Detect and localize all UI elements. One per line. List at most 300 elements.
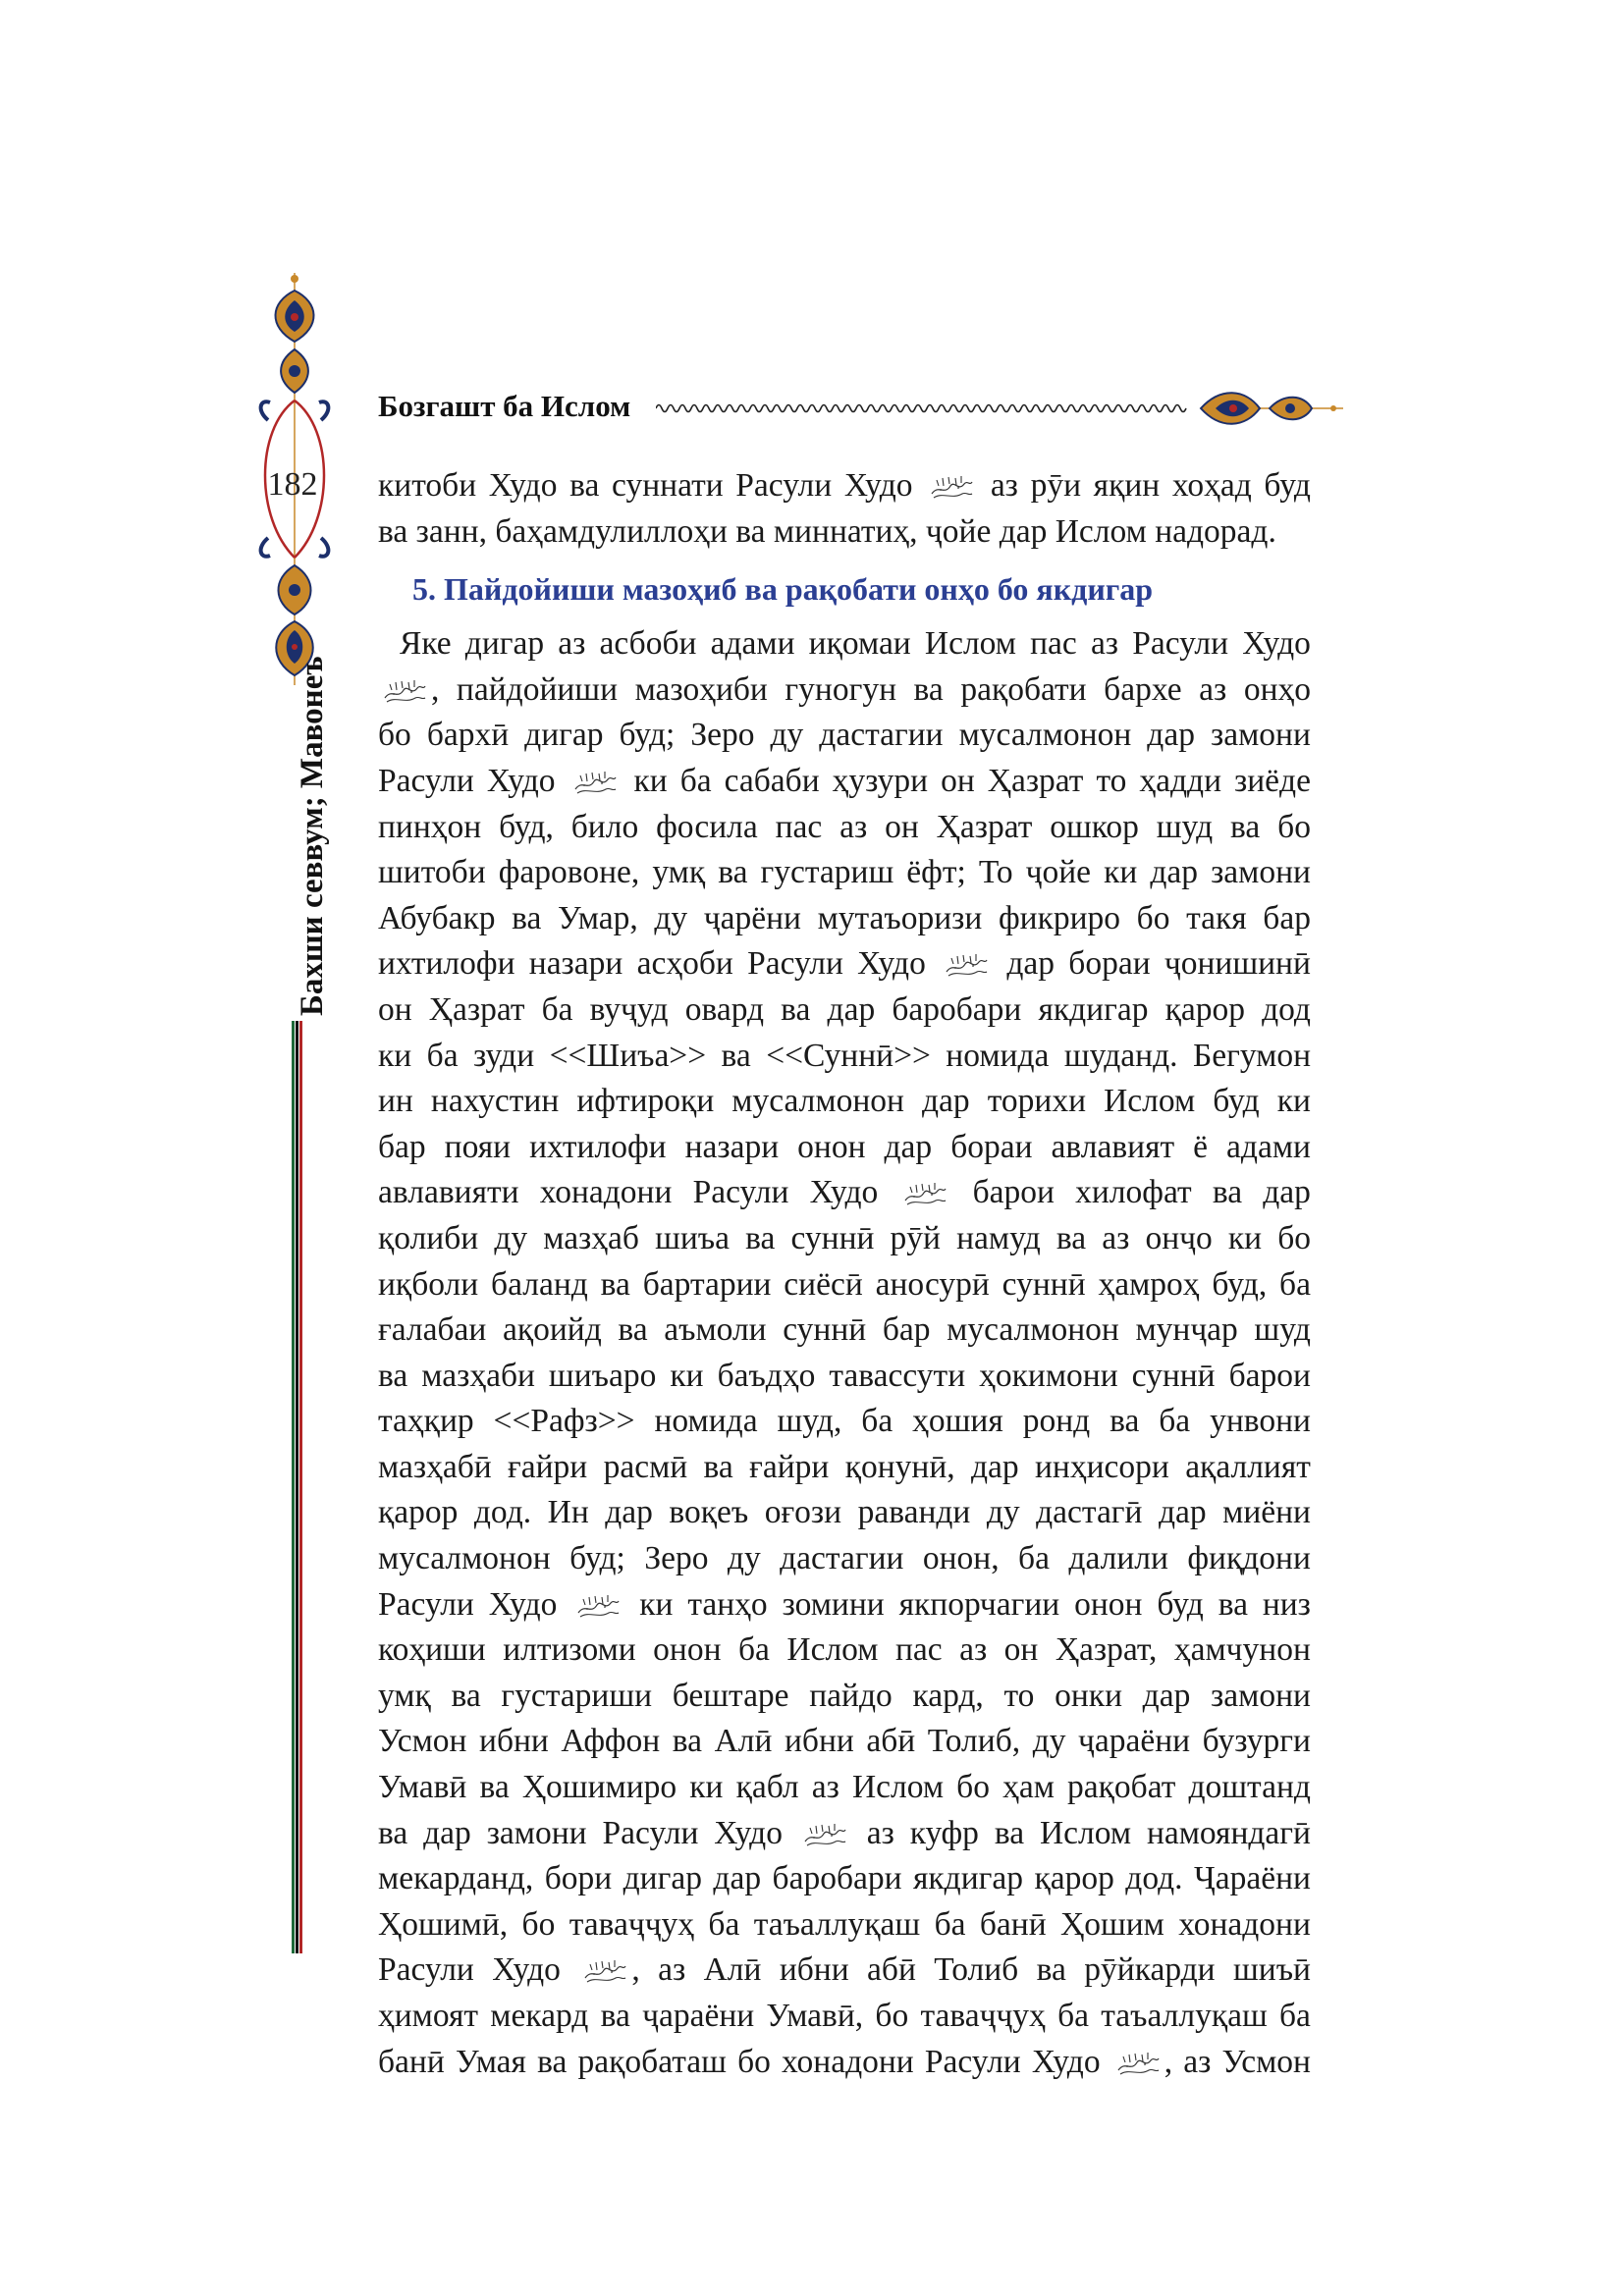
word: Бегумон <box>1192 1037 1311 1074</box>
word: дар <box>970 1448 1019 1485</box>
word: ки <box>633 762 668 799</box>
word: Расули <box>378 1585 474 1623</box>
word: бартарии <box>642 1265 772 1303</box>
word: рақобат <box>1067 1769 1176 1806</box>
text-line <box>378 1674 1311 1720</box>
word: дар <box>423 1814 471 1851</box>
word: суннӣ <box>790 1219 875 1256</box>
word: Худо <box>714 1814 783 1851</box>
word: аз <box>1102 1219 1130 1256</box>
word: мазҳаб <box>543 1219 639 1256</box>
word: Худо <box>486 762 556 799</box>
word: онон, <box>922 1540 1000 1577</box>
word: то <box>1096 762 1127 799</box>
word: Худо <box>809 1174 879 1211</box>
word: ҷараёни <box>1078 1723 1191 1760</box>
word: ҳадди <box>1139 762 1222 799</box>
honorific-calligraphy-icon <box>902 1179 947 1208</box>
header-ornament <box>656 381 1343 436</box>
word: таъаллуқаш <box>1101 1998 1268 2034</box>
word: Ҳошим <box>1060 1905 1164 1943</box>
word: адами <box>1226 1128 1311 1165</box>
word: ва <box>745 1219 776 1256</box>
word: буд; <box>619 717 676 754</box>
word: шуд, <box>777 1403 842 1440</box>
honorific-group: , <box>1111 2040 1172 2086</box>
section-vertical-title: Бахши севвум; Мавонеъ <box>295 656 330 1016</box>
word: зомини <box>782 1585 885 1623</box>
word: аз <box>866 1814 894 1851</box>
word: бузурги <box>1202 1723 1311 1760</box>
honorific-group <box>898 1170 951 1216</box>
word: ва <box>600 1265 630 1303</box>
word: пайдо <box>809 1677 893 1714</box>
text-line <box>378 805 1311 851</box>
word: Алӣ <box>703 1951 762 1989</box>
word: Худо <box>857 945 926 983</box>
word: хонадони <box>782 2043 914 2080</box>
word: ифтироқи <box>576 1083 715 1120</box>
text-line <box>378 1308 1311 1354</box>
text-line <box>378 713 1311 759</box>
word: ғалабаи <box>378 1311 487 1349</box>
honorific-calligraphy-icon <box>582 1956 627 1986</box>
word: ва <box>1212 1174 1243 1211</box>
word: суннӣ <box>1001 1265 1086 1303</box>
word: дар <box>1006 945 1056 983</box>
word: сиёсӣ <box>784 1265 863 1303</box>
word: мусалмонон <box>378 1540 551 1577</box>
word: Усмон <box>378 1723 467 1760</box>
word: замони <box>1211 1677 1311 1714</box>
word: назари <box>528 945 623 983</box>
word: баъдҳо <box>717 1357 816 1394</box>
word: рӯйкарди <box>1084 1951 1216 1989</box>
word: онки <box>1055 1677 1122 1714</box>
word: <<Рафз>> <box>493 1403 635 1440</box>
word: ки <box>639 1585 674 1623</box>
word: Зеро <box>690 717 755 754</box>
word: пас <box>775 808 823 845</box>
word: шуд <box>1156 808 1214 845</box>
word: аз <box>990 467 1018 504</box>
word: аз <box>1090 625 1119 663</box>
word: қарор <box>1034 1860 1114 1897</box>
word: дар <box>1158 1494 1207 1531</box>
word: Худо <box>492 1951 561 1989</box>
word: ду <box>770 717 804 754</box>
word: Умавӣ <box>378 1769 467 1806</box>
word: баланд <box>491 1265 588 1303</box>
word: ва <box>569 467 600 504</box>
word: ихтилофи <box>378 945 515 983</box>
word: он <box>1003 1631 1039 1669</box>
word: мусалмонон <box>947 1311 1119 1349</box>
word: бештаре <box>672 1677 789 1714</box>
word: пас <box>894 1631 943 1669</box>
honorific-group <box>798 1811 851 1857</box>
word: воқеъ <box>669 1494 749 1531</box>
text-line <box>378 509 1311 556</box>
word: ёфт; <box>906 854 966 891</box>
word: бар <box>1263 899 1311 936</box>
word: зуди <box>473 1037 535 1074</box>
word: вуҷуд <box>589 990 669 1028</box>
word: қабл <box>735 1769 799 1806</box>
word: дар <box>605 1494 653 1531</box>
word: иқболи <box>378 1265 479 1303</box>
text-line <box>378 1399 1311 1445</box>
word: ва <box>537 2043 568 2080</box>
word: пайдойиши <box>456 670 619 708</box>
word: таъаллуқаш <box>753 1905 921 1943</box>
word: ақоийд <box>502 1311 602 1349</box>
text-line <box>378 1262 1311 1308</box>
word: ба <box>861 1403 893 1440</box>
word: ду <box>1032 1723 1066 1760</box>
word: рақобаташ <box>577 2043 727 2080</box>
word: Расули <box>692 1174 789 1211</box>
word: дигар <box>623 1860 702 1897</box>
word: он <box>941 762 975 799</box>
word: ва <box>1218 1585 1248 1623</box>
word: замони <box>1211 854 1311 891</box>
word: ва <box>1056 1219 1087 1256</box>
honorific-calligraphy-icon <box>575 1591 621 1621</box>
word: Умая <box>455 2043 526 2080</box>
word: номида <box>654 1403 758 1440</box>
page-number: 182 <box>267 466 318 503</box>
word: оғози <box>764 1494 842 1531</box>
word: якдигар <box>1038 990 1149 1028</box>
word: бо <box>1136 899 1170 936</box>
text-line <box>378 1079 1311 1125</box>
word: ва <box>721 1037 751 1074</box>
word: ҳимоят <box>378 1998 479 2034</box>
word: Яке <box>400 625 452 663</box>
word: ва <box>994 1814 1025 1851</box>
word: пас <box>1030 625 1077 663</box>
honorific-group: , <box>578 1948 639 1994</box>
word: Расули <box>602 1814 699 1851</box>
word: пинҳон <box>378 808 482 845</box>
word: ба <box>738 1631 770 1669</box>
word: ду <box>494 1219 528 1256</box>
text-line <box>378 1628 1311 1674</box>
word: коҳиши <box>378 1631 486 1669</box>
word: Расули <box>735 467 833 504</box>
word: Ҳазрат, <box>1055 1631 1158 1669</box>
word: ва <box>781 990 811 1028</box>
text-line <box>378 759 1311 805</box>
word: хонадони <box>1178 1905 1311 1943</box>
word: бар <box>882 1311 931 1349</box>
word: Алӣ <box>714 1723 773 1760</box>
word: ҳам <box>1002 1769 1055 1806</box>
word: ҳузури <box>832 762 929 799</box>
word: авлавияти <box>378 1174 519 1211</box>
word: буд <box>1157 1585 1204 1623</box>
word: ки <box>1104 854 1138 891</box>
word: фикриро <box>998 899 1121 936</box>
word: онон <box>1074 1585 1143 1623</box>
honorific-group <box>940 941 993 988</box>
word: ва <box>479 1769 510 1806</box>
word: Расули <box>747 945 843 983</box>
word: мазҳабӣ <box>378 1448 492 1485</box>
word: он <box>885 808 919 845</box>
text-line <box>378 850 1311 896</box>
text-line <box>378 463 1311 509</box>
word: ва <box>1110 1403 1140 1440</box>
word: торихи <box>987 1083 1087 1120</box>
body-text <box>378 463 1311 2085</box>
word: раванди <box>857 1494 971 1531</box>
word: унвони <box>1210 1403 1311 1440</box>
word: бархӣ <box>426 717 510 754</box>
paragraph <box>378 621 1311 2085</box>
word: таваҷҷуҳ <box>568 1905 695 1943</box>
word: рӯи <box>1030 467 1082 504</box>
word: бо <box>737 2043 771 2080</box>
word: дар <box>1142 1677 1191 1714</box>
word: дод. <box>473 1494 532 1531</box>
word: сабаби <box>724 762 820 799</box>
word: куфр <box>909 1814 979 1851</box>
word: ба <box>934 1905 966 1943</box>
word: мусалмонон <box>958 717 1132 754</box>
word: бораи <box>1068 945 1151 983</box>
word: суннӣ <box>783 1311 867 1349</box>
word: рақобати <box>960 670 1087 708</box>
text-line <box>378 1902 1311 1949</box>
word: мекарданд, <box>378 1860 534 1897</box>
word: банӣ <box>979 1905 1047 1943</box>
word: ихтилофи <box>529 1128 667 1165</box>
word: бо <box>956 1769 990 1806</box>
word: ки <box>1227 1219 1263 1256</box>
word: ба <box>1018 1540 1050 1577</box>
word: ҷойе <box>1025 854 1092 891</box>
word: буд <box>1213 1083 1260 1120</box>
word: шуданд. <box>1063 1037 1178 1074</box>
word: аъмоли <box>664 1311 767 1349</box>
word: ки <box>670 1357 704 1394</box>
word: ба <box>1279 1998 1311 2034</box>
word: Худо <box>488 1585 558 1623</box>
word: бо <box>875 1998 909 2034</box>
word: шуд <box>1254 1311 1311 1349</box>
word: ғайри <box>749 1448 830 1485</box>
word: аз <box>811 1769 839 1806</box>
word: шиъӣ <box>1233 1951 1311 1989</box>
word: онон <box>653 1631 722 1669</box>
word: намояндагӣ <box>1146 1814 1311 1851</box>
word: дигар <box>524 717 604 754</box>
word: то <box>1003 1677 1035 1714</box>
word: тавассути <box>829 1357 966 1394</box>
word: ибни <box>785 1723 854 1760</box>
word: суннати <box>612 467 724 504</box>
word: ба <box>708 1905 740 1943</box>
word: аз <box>558 625 586 663</box>
word: барои <box>1228 1357 1311 1394</box>
word: ки <box>689 1769 724 1806</box>
word: густариш <box>760 854 894 891</box>
word: Расули <box>378 1951 474 1989</box>
word: танҳо <box>687 1585 768 1623</box>
word: замони <box>1210 717 1311 754</box>
word: аз <box>658 1951 686 1989</box>
word: ба <box>1159 1403 1191 1440</box>
word: онҳо <box>1243 670 1311 708</box>
honorific-group <box>568 759 622 805</box>
word: ду <box>727 1540 761 1577</box>
word: кард, <box>912 1677 984 1714</box>
word: Расули <box>378 762 474 799</box>
word: якдигар <box>912 1860 1023 1897</box>
text-line <box>378 1536 1311 1582</box>
word: ҳамчунон <box>1173 1631 1311 1669</box>
word: барои <box>972 1174 1055 1211</box>
word: Ин <box>547 1494 589 1531</box>
text-line <box>378 988 1311 1034</box>
word: <<Суннӣ>> <box>766 1037 931 1074</box>
word: далили <box>1068 1540 1168 1577</box>
honorific-calligraphy-icon <box>929 472 974 502</box>
word: ду <box>986 1494 1020 1531</box>
text-line <box>378 1216 1311 1262</box>
word: Ислом <box>924 625 1016 663</box>
word: ки <box>378 1037 412 1074</box>
word: ё <box>1193 1128 1209 1165</box>
word: таҳқир <box>378 1403 474 1440</box>
text-line <box>378 2040 1311 2086</box>
word: дастагӣ <box>1036 1494 1143 1531</box>
word: Ислом <box>786 1631 879 1669</box>
word: ва <box>600 1998 630 2034</box>
word: мекард <box>490 1998 589 2034</box>
word: такя <box>1186 899 1247 936</box>
word: адами <box>710 625 795 663</box>
word: Ҳазрат <box>987 762 1084 799</box>
word: ҷараёни <box>642 1998 755 2034</box>
word: ҳамроҳ <box>1098 1265 1200 1303</box>
word: Ислом <box>1039 1814 1132 1851</box>
word: хонадони <box>539 1174 673 1211</box>
word: банӣ <box>378 2043 445 2080</box>
word: бораи <box>950 1128 1033 1165</box>
word: Умар, <box>557 899 638 936</box>
text-line <box>378 1765 1311 1811</box>
word: Усмон <box>1221 2043 1311 2080</box>
section-heading: 5. Пайдойиши мазоҳиб ва рақобати онҳо бо якдигар <box>412 571 1154 608</box>
word: рӯй <box>890 1219 941 1256</box>
word: ва <box>618 1311 648 1349</box>
word: ва <box>378 1357 408 1394</box>
word: Худо <box>843 467 913 504</box>
text-line <box>378 896 1311 942</box>
word: аз <box>1199 670 1227 708</box>
word: хоҳад <box>1171 467 1252 504</box>
word: шиъа <box>655 1219 730 1256</box>
word: Ҳазрат <box>428 990 525 1028</box>
word: ба <box>1279 1265 1311 1303</box>
running-header-title: Бозгашт ба Ислом <box>378 389 631 423</box>
word: дод. <box>1125 1860 1183 1897</box>
word: дастагии <box>819 717 944 754</box>
text-line <box>378 1948 1311 1994</box>
word: буд; <box>569 1540 625 1577</box>
word: шиъаро <box>548 1357 657 1394</box>
word: якпорчагии <box>898 1585 1060 1623</box>
word: суннӣ <box>1131 1357 1216 1394</box>
word: қарор <box>1164 990 1245 1028</box>
word: ҷонишинӣ <box>1164 945 1311 983</box>
word: аз <box>839 808 868 845</box>
word: дар <box>922 1083 970 1120</box>
text-line <box>378 621 1311 667</box>
word: намуд <box>956 1219 1041 1256</box>
word: ду <box>654 899 688 936</box>
word: авлавият <box>1051 1128 1175 1165</box>
word: Умавӣ, <box>766 1998 864 2034</box>
word: низ <box>1262 1585 1311 1623</box>
word: Худо <box>1031 2043 1101 2080</box>
word: буд, <box>1212 1265 1268 1303</box>
word: хилофат <box>1075 1174 1192 1211</box>
text-line <box>378 1994 1311 2040</box>
word: дигар <box>464 625 545 663</box>
word: мазоҳиби <box>634 670 768 708</box>
word: назари <box>684 1128 780 1165</box>
word: Ислом <box>851 1769 945 1806</box>
word: аносурӣ <box>875 1265 990 1303</box>
word: мусалмонон <box>731 1083 904 1120</box>
word: Расули <box>1132 625 1229 663</box>
word: Ҷараёни <box>1193 1860 1311 1897</box>
word: Худо <box>1242 625 1311 663</box>
text-line <box>378 1034 1311 1080</box>
word: бархе <box>1104 670 1182 708</box>
text-segment: ва занн, баҳамдулиллоҳи ва миннатиҳ, ҷойе дар Ислом надорад. <box>378 512 1276 550</box>
word: доштанд <box>1188 1769 1311 1806</box>
word: фаровоне, <box>498 854 640 891</box>
word: ба <box>541 990 573 1028</box>
text-line <box>378 1170 1311 1216</box>
word: Толиб <box>934 1951 1019 1989</box>
word: <<Шиъа>> <box>549 1037 707 1074</box>
text-line <box>378 1719 1311 1765</box>
word: ибни <box>479 1723 549 1760</box>
word: баробари <box>892 990 1022 1028</box>
word: он <box>378 990 412 1028</box>
word: аз <box>1183 2043 1212 2080</box>
side-tricolor-rule <box>292 1021 303 1953</box>
text-line <box>378 1490 1311 1536</box>
word: умқ <box>652 854 706 891</box>
word: дар <box>1150 854 1199 891</box>
word: овард <box>684 990 765 1028</box>
word: мунҷар <box>1135 1311 1238 1349</box>
word: ва <box>703 1448 733 1485</box>
word: зиёде <box>1234 762 1311 799</box>
word: абӣ <box>866 1723 916 1760</box>
text-line <box>378 1811 1311 1857</box>
word: дастагии <box>780 1540 904 1577</box>
honorific-group <box>571 1582 624 1629</box>
word: фиқдони <box>1187 1540 1311 1577</box>
